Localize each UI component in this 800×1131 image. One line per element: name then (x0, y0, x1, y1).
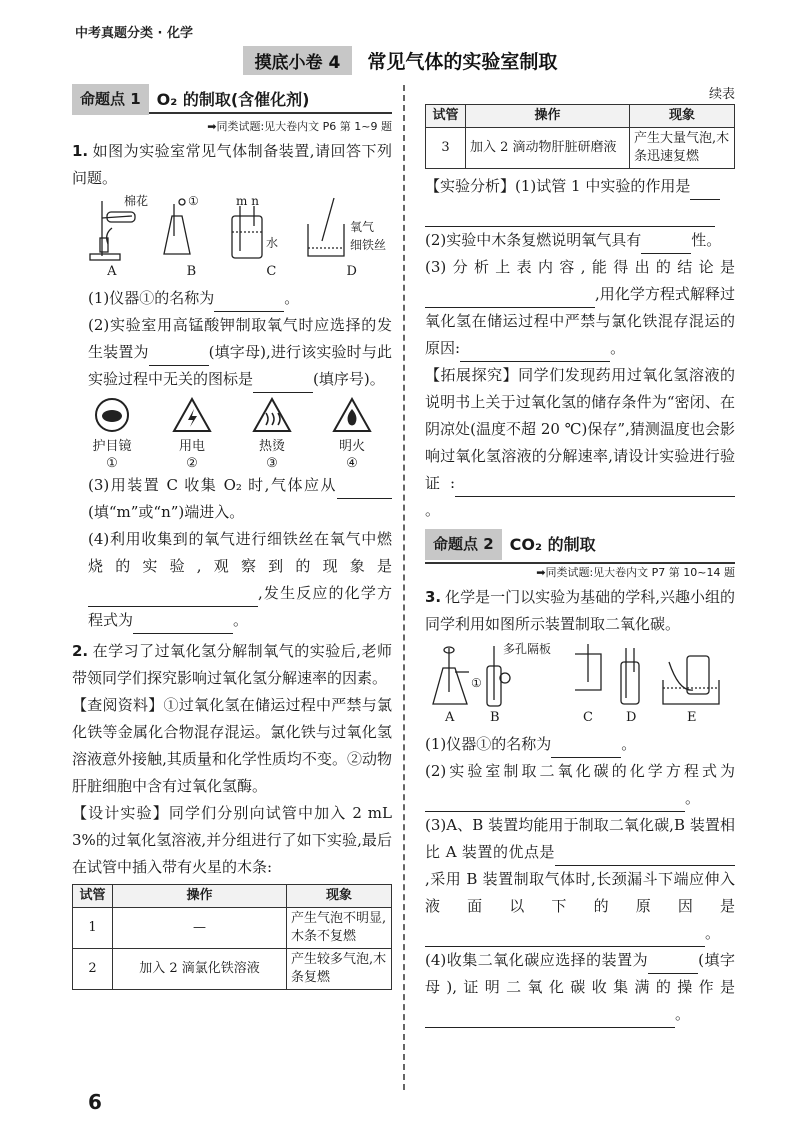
table-cell: 2 (73, 949, 113, 990)
icon-flame-label: 明火 (338, 439, 365, 454)
icon-flame-num: ④ (346, 456, 358, 471)
q1-part2-text-b: (填字母),进行该实验时与此实验过程中无关的图标是 (88, 343, 392, 388)
icon-flame (332, 397, 372, 472)
q3-part1-text: (1)仪器①的名称为 (425, 735, 552, 753)
table-row (426, 128, 735, 169)
table-continued: 续表 (708, 87, 735, 102)
q2-analysis-2-blank[interactable] (641, 236, 691, 254)
q2-extend-text: 【拓展探究】同学们发现药用过氧化氢溶液的说明书上关于过氧化氢的储存条件为“密闭、在阴凉处(温度不超 20 ℃)保存”,猜测温度也会影响过氧化氢溶液的分解速率,请设计实验进行验证: (425, 366, 735, 492)
q1-part1-end: 。 (284, 289, 300, 307)
table-cell: 加入 2 滴氯化铁溶液 (113, 949, 287, 990)
q3-part1-end: 。 (621, 735, 637, 753)
q1-stem (72, 138, 392, 192)
q3-stem-text: 化学是一门以实验为基础的学科,兴趣小组的同学利用如图所示装置制取二氧化碳。 (425, 588, 735, 633)
flame-icon (332, 397, 372, 433)
q2-analysis-3-text-c: 。 (610, 339, 626, 357)
table-cell: 产生大量气泡,木条迅速复燃 (630, 128, 735, 169)
icon-hot-label: 热烫 (258, 439, 285, 454)
title-text: 常见气体的实验室制取 (367, 51, 558, 73)
q3-part4-text-a: (4)收集二氧化碳应选择的装置为 (425, 951, 649, 969)
icon-electric (172, 397, 212, 472)
label-oxygen: 氧气 (350, 220, 375, 234)
table-row (73, 908, 392, 949)
section-1-header (72, 86, 392, 114)
table-cell: 加入 2 滴动物肝脏研磨液 (466, 128, 630, 169)
q1-apparatus-drawing (72, 196, 392, 266)
q3-part4-text-b: (填字母),证明二氧化碳收集满的操作是 (425, 951, 735, 996)
q3-part4-text-c: 。 (675, 1005, 691, 1023)
right-column (425, 86, 735, 1028)
q2-number: 2. (72, 642, 89, 660)
q2-analysis-2-text-b: 性。 (691, 231, 722, 249)
q3-part2 (425, 758, 735, 812)
table-cell: — (113, 908, 287, 949)
q3-part3-text-c: 。 (705, 924, 721, 942)
section-1-tag: 命题点 1 (72, 84, 149, 115)
q1-part2-text-a: (2)实验室用高锰酸钾制取氧气时应选择的发生装置为 (88, 316, 392, 361)
q3-apparatus-figure (425, 642, 735, 727)
page-title (0, 46, 800, 75)
q2-stem-text: 在学习了过氧化氢分解制氧气的实验后,老师带领同学们探究影响过氧化氢分解速率的因素。 (72, 642, 392, 687)
section-2-tag: 命题点 2 (425, 529, 502, 560)
electric-icon (172, 397, 212, 433)
fig-label-a: A (445, 710, 455, 725)
icon-electric-num: ② (186, 456, 198, 471)
q3-part3-text-b: ,采用 B 装置制取气体时,长颈漏斗下端应伸入液面以下的原因是 (425, 870, 735, 915)
label-instrument-1: ① (471, 676, 482, 690)
q2-analysis-1 (425, 173, 735, 227)
q1-stem-text: 如图为实验室常见气体制备装置,请回答下列问题。 (72, 142, 392, 187)
q1-part3 (72, 472, 392, 526)
running-header: 中考真题分类 · 化学 (75, 26, 193, 41)
q2-extend (425, 362, 735, 524)
q2-extend-blank[interactable] (455, 479, 735, 497)
icon-hot-num: ③ (266, 456, 278, 471)
table-header-observation: 现象 (287, 885, 392, 908)
q1-part4 (72, 526, 392, 634)
fig-label-e: E (687, 710, 697, 725)
label-water: 水 (266, 236, 279, 250)
label-cotton: 棉花 (124, 194, 149, 208)
q2-design: 【设计实验】同学们分别向试管中加入 2 mL 3%的过氧化氢溶液,并分组进行了如下实验,最后在试管中插入带有火星的木条: (72, 804, 392, 876)
q1-part4-blank-2[interactable] (133, 616, 233, 634)
q2-analysis-1-text: 【实验分析】(1)试管 1 中实验的作用是 (425, 177, 691, 195)
icon-hot (252, 397, 292, 472)
q2-analysis-1-blank-a[interactable] (690, 182, 720, 200)
q1-apparatus-figure (72, 196, 392, 281)
q2-analysis-2-text-a: (2)实验中木条复燃说明氧气具有 (425, 231, 642, 249)
q2-info: 【查阅资料】①过氧化氢在储运过程中严禁与氯化铁等金属化合物混存混运。氯化铁与过氧化氢溶液意外接触,其质量和化学性质均不变。②动物肝脏细胞中含有过氧化氢酶。 (72, 696, 392, 795)
goggles-icon (92, 397, 132, 433)
q1-number: 1. (72, 142, 89, 160)
q1-part2 (72, 312, 392, 393)
q3-part1-blank[interactable] (551, 740, 621, 758)
fig-label-b: B (186, 264, 197, 279)
label-instrument-1: ① (188, 194, 199, 208)
q1-part3-text-b: (填“m”或“n”)端进入。 (88, 503, 245, 521)
q2-extend-end: 。 (425, 501, 441, 519)
table-row (73, 949, 392, 990)
q3-part3-text-a: (3)A、B 装置均能用于制取二氧化碳,B 装置相比 A 装置的优点是 (425, 816, 735, 861)
table-cell: 1 (73, 908, 113, 949)
title-tag: 摸底小卷 4 (243, 46, 353, 75)
q2-analysis-3-blank-1[interactable] (425, 290, 595, 308)
label-iron-wire: 细铁丝 (350, 238, 387, 252)
table-cell: 产生气泡不明显,木条不复燃 (287, 908, 392, 949)
section-2-header (425, 530, 735, 558)
label-mn: m n (236, 194, 259, 208)
table-header-operation: 操作 (466, 105, 630, 128)
hot-surface-icon (252, 397, 292, 433)
column-divider (403, 85, 405, 1090)
q1-part2-blank-2[interactable] (253, 375, 313, 393)
q1-figure-labels (72, 264, 392, 280)
experiment-table (72, 884, 392, 990)
q3-part4-blank-2[interactable] (425, 1010, 675, 1028)
icon-goggles-label: 护目镜 (92, 439, 132, 454)
q2-analysis-3 (425, 254, 735, 362)
q2-analysis-2 (425, 227, 735, 254)
q1-part4-text-c: 。 (233, 611, 249, 629)
q2-analysis-3-text-a: (3)分析上表内容,能得出的结论是 (425, 258, 735, 276)
fig-label-c: C (583, 710, 593, 725)
table-header-observation: 现象 (630, 105, 735, 128)
q1-part3-text-a: (3)用装置 C 收集 O₂ 时,气体应从 (88, 476, 337, 494)
table-header-operation: 操作 (113, 885, 287, 908)
fig-label-d: D (626, 710, 637, 725)
q3-part3-blank-3[interactable] (425, 929, 705, 947)
q3-part4-blank-1[interactable] (648, 956, 698, 974)
section-2-ref: ➡同类试题:见大卷内文 P7 第 10~14 题 (425, 562, 735, 582)
fig-label-d: D (346, 264, 357, 279)
q3-figure-labels (425, 710, 735, 726)
q1-part4-text-a: (4)利用收集到的氧气进行细铁丝在氧气中燃烧的实验,观察到的现象是 (88, 530, 392, 575)
left-column (72, 86, 392, 990)
table-cell: 3 (426, 128, 466, 169)
icon-goggles (92, 397, 132, 472)
fig-label-b: B (490, 710, 500, 725)
q1-part4-text-b: ,发生反应的化学方程式为 (88, 584, 392, 629)
q3-number: 3. (425, 588, 442, 606)
q3-stem (425, 584, 735, 638)
icon-goggles-num: ① (106, 456, 118, 471)
q2-analysis-1-blank-b[interactable] (425, 209, 715, 227)
q1-part4-blank-1[interactable] (88, 589, 258, 607)
q1-part2-text-c: (填序号)。 (313, 370, 385, 388)
q2-analysis-3-text-b: ,用化学方程式解释过氧化氢在储运过程中严禁与氯化铁混存混运的原因: (425, 285, 735, 357)
q2-analysis-3-blank-2[interactable] (460, 344, 610, 362)
fig-label-c: C (266, 264, 277, 279)
q3-part2-text: (2)实验室制取二氧化碳的化学方程式为 (425, 762, 735, 780)
safety-icons (72, 397, 392, 472)
section-1-title: O₂ 的制取(含催化剂) (156, 89, 310, 109)
q1-part1 (72, 285, 392, 312)
experiment-table-continued (425, 104, 735, 169)
section-1-ref: ➡同类试题:见大卷内文 P6 第 1~9 题 (207, 120, 392, 133)
fig-label-a: A (107, 264, 117, 279)
q3-part3-blank-1[interactable] (555, 848, 655, 866)
page-number: 6 (88, 1090, 102, 1114)
q1-part1-text: (1)仪器①的名称为 (88, 289, 215, 307)
q3-part2-blank[interactable] (425, 794, 685, 812)
q3-part2-end: 。 (685, 789, 701, 807)
q1-part3-blank[interactable] (337, 481, 392, 499)
table-header-tube: 试管 (73, 885, 113, 908)
q3-part3-blank-2[interactable] (655, 848, 735, 866)
q3-part1 (425, 731, 735, 758)
q2-stem (72, 638, 392, 692)
label-porous-plate: 多孔隔板 (503, 642, 552, 656)
table-header-tube: 试管 (426, 105, 466, 128)
q3-part4 (425, 947, 735, 1028)
section-2-title: CO₂ 的制取 (509, 534, 596, 554)
q1-part1-blank[interactable] (214, 294, 284, 312)
q1-part2-blank-1[interactable] (149, 348, 209, 366)
q3-part3 (425, 812, 735, 947)
icon-electric-label: 用电 (178, 439, 205, 454)
table-cell: 产生较多气泡,木条复燃 (287, 949, 392, 990)
